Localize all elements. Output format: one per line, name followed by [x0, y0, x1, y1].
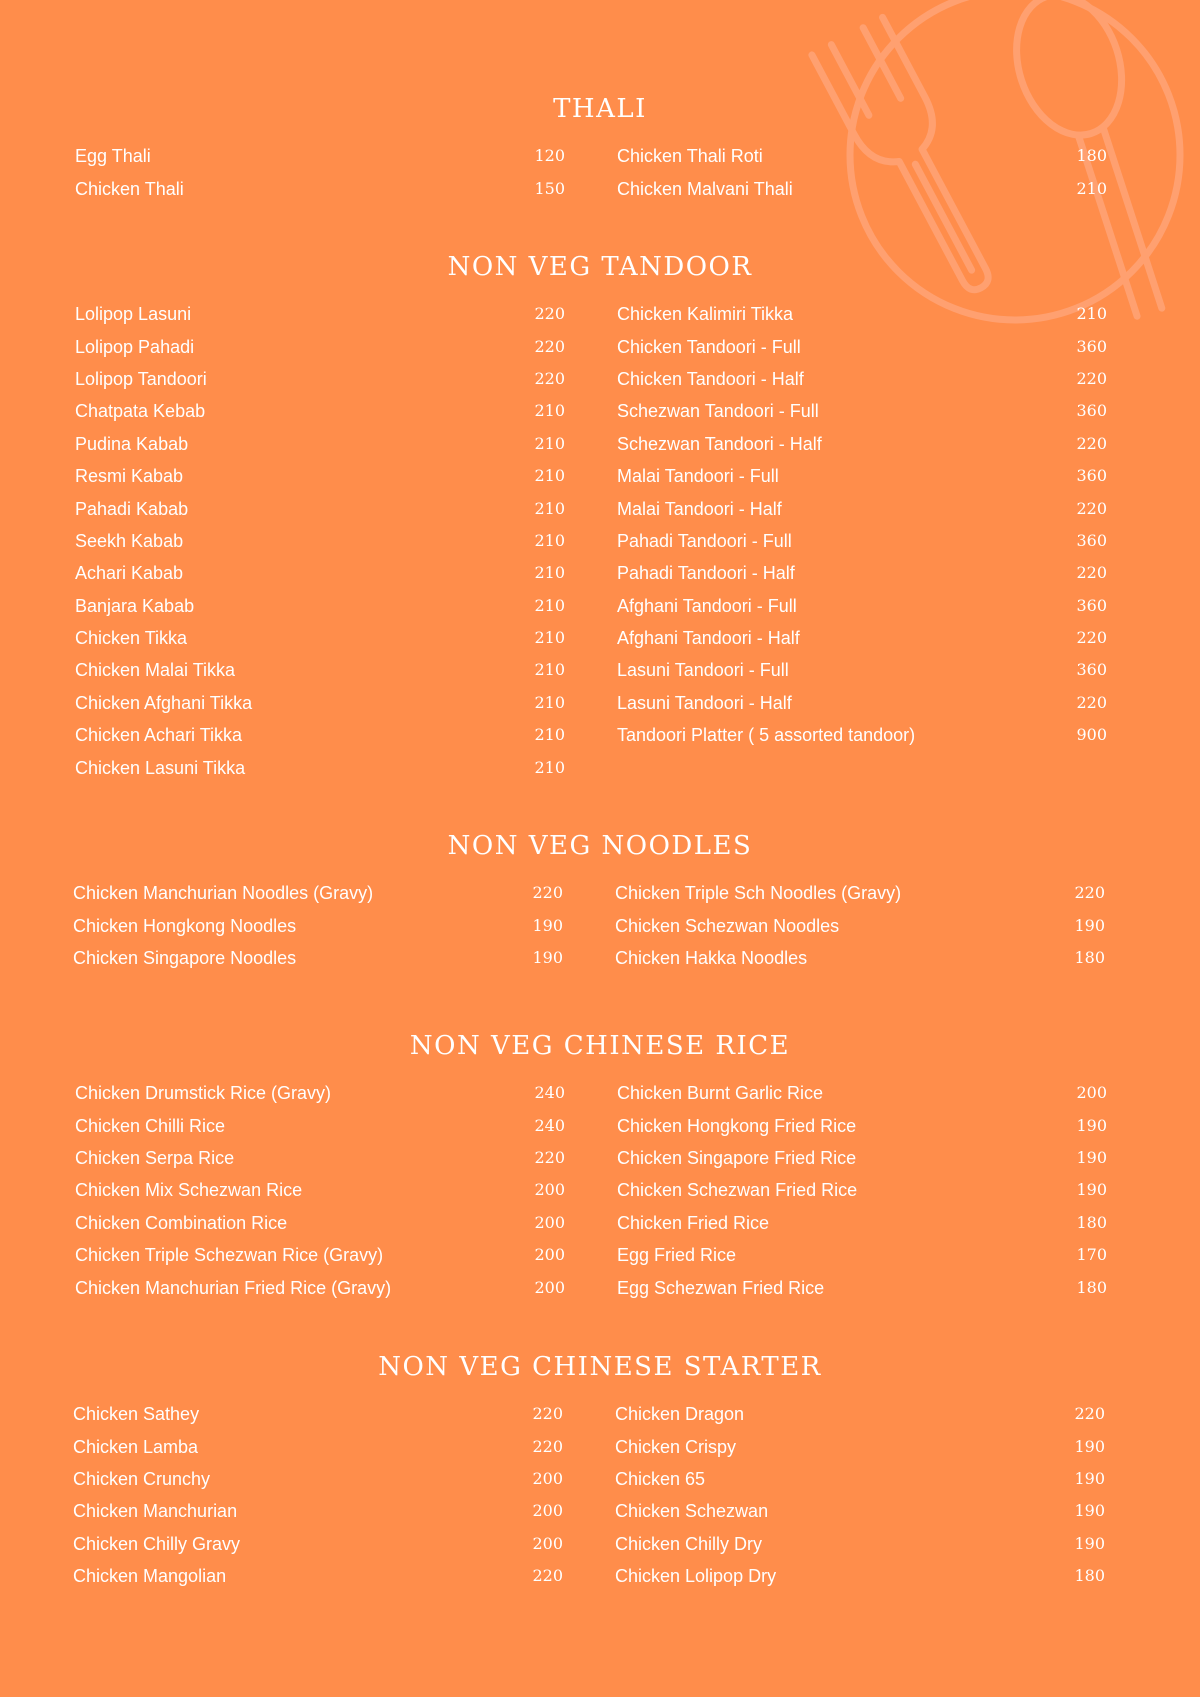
menu-item-price: 360: [1076, 530, 1107, 550]
menu-item-name: Chicken Chilli Rice: [75, 1115, 226, 1136]
menu-item-price: 360: [1076, 336, 1107, 356]
menu-item: [615, 942, 1105, 974]
menu-item: [615, 1463, 1105, 1495]
menu-item-price: 190: [1076, 1180, 1107, 1200]
menu-item: [75, 1142, 565, 1174]
menu-item-price: 190: [1074, 915, 1105, 935]
menu-item: [617, 1271, 1107, 1303]
menu-item-name: Chicken Chilly Gravy: [73, 1533, 241, 1554]
menu-item-price: 180: [1076, 1212, 1107, 1232]
menu-item-price: 220: [1076, 498, 1107, 518]
menu-item-price: 360: [1076, 660, 1107, 680]
menu-item-name: Pahadi Tandoori - Half: [617, 563, 795, 584]
menu-item-name: Chicken Manchurian Fried Rice (Gravy): [75, 1277, 392, 1298]
menu-item-price: 190: [532, 915, 563, 935]
menu-item-name: Chicken Schezwan Fried Rice: [617, 1180, 858, 1201]
menu-item-price: 190: [1076, 1147, 1107, 1167]
menu-item: [73, 1560, 563, 1592]
left-column: [73, 1398, 563, 1592]
menu-item-name: Chicken Fried Rice: [617, 1212, 770, 1233]
menu-item: [617, 687, 1107, 719]
menu-item: [617, 172, 1107, 204]
right-column: [615, 877, 1105, 974]
menu-item: [617, 492, 1107, 524]
menu-item-name: Banjara Kabab: [75, 595, 195, 616]
menu-item-name: Resmi Kabab: [75, 466, 184, 487]
menu-item-price: 220: [534, 368, 565, 388]
menu-item: [75, 1109, 565, 1141]
menu-item: [617, 622, 1107, 654]
menu-item-name: Chicken Triple Sch Noodles (Gravy): [615, 883, 902, 904]
menu-item: [617, 140, 1107, 172]
menu-item: [615, 1560, 1105, 1592]
menu-item-price: 220: [532, 883, 563, 903]
menu-item-name: Chicken Combination Rice: [75, 1212, 288, 1233]
menu-item-price: 120: [534, 146, 565, 166]
menu-item: [617, 719, 1107, 751]
left-column: [75, 140, 565, 205]
menu-item: [73, 1528, 563, 1560]
menu-item: [75, 428, 565, 460]
menu-item-price: 210: [534, 466, 565, 486]
menu-item: [617, 428, 1107, 460]
menu-item: [617, 654, 1107, 686]
menu-item-price: 360: [1076, 466, 1107, 486]
menu-item-price: 220: [1076, 368, 1107, 388]
menu-item: [73, 1398, 563, 1430]
menu-item: [75, 172, 565, 204]
menu-item-price: 220: [534, 336, 565, 356]
menu-item: [617, 395, 1107, 427]
menu-item-price: 220: [1074, 883, 1105, 903]
menu-item: [75, 751, 565, 783]
menu-item-price: 220: [532, 1436, 563, 1456]
menu-item-price: 190: [1076, 1115, 1107, 1135]
menu-item: [75, 492, 565, 524]
menu-item-price: 210: [534, 433, 565, 453]
menu-item-price: 210: [534, 628, 565, 648]
menu-item: [73, 1430, 563, 1462]
menu-item-name: Chicken Mangolian: [73, 1566, 227, 1587]
menu-item-name: Chicken Manchurian: [73, 1501, 238, 1522]
menu-item-price: 210: [534, 725, 565, 745]
menu-item-name: Chicken Drumstick Rice (Gravy): [75, 1083, 332, 1104]
menu-item-name: Chicken Manchurian Noodles (Gravy): [73, 883, 374, 904]
menu-item-price: 180: [1076, 1277, 1107, 1297]
menu-item-name: Chicken Singapore Noodles: [73, 947, 297, 968]
menu-item-name: Chicken Thali Roti: [617, 146, 763, 167]
menu-item-name: Lolipop Pahadi: [75, 336, 195, 357]
menu-item-price: 200: [534, 1180, 565, 1200]
menu-item-name: Pudina Kabab: [75, 433, 189, 454]
menu-item-price: 200: [532, 1501, 563, 1521]
menu-item-name: Schezwan Tandoori - Full: [617, 401, 819, 422]
menu-item-price: 240: [534, 1083, 565, 1103]
menu-item-price: 360: [1076, 595, 1107, 615]
menu-item: [75, 363, 565, 395]
menu-item: [75, 687, 565, 719]
menu-item: [615, 877, 1105, 909]
menu-item-price: 240: [534, 1115, 565, 1135]
menu-item-price: 210: [534, 563, 565, 583]
menu-item: [75, 1239, 565, 1271]
menu-item-price: 200: [532, 1533, 563, 1553]
menu-item: [75, 622, 565, 654]
menu-item-name: Egg Thali: [75, 146, 151, 167]
menu-item-name: Chicken Crispy: [615, 1436, 737, 1457]
menu-item: [75, 1174, 565, 1206]
section-title: NON VEG NOODLES: [447, 831, 753, 861]
menu-item-name: Lolipop Lasuni: [75, 304, 192, 325]
menu-item: [75, 557, 565, 589]
menu-item: [617, 363, 1107, 395]
menu-item-price: 150: [534, 178, 565, 198]
menu-item: [73, 1495, 563, 1527]
menu-item-name: Lasuni Tandoori - Half: [617, 692, 792, 713]
menu-item-price: 220: [532, 1566, 563, 1586]
section-title: NON VEG CHINESE STARTER: [378, 1352, 822, 1382]
menu-item-name: Chicken Lamba: [73, 1436, 199, 1457]
right-column: [617, 298, 1107, 751]
menu-item-name: Chicken Malvani Thali: [617, 178, 793, 199]
left-column: [73, 877, 563, 974]
menu-item: [73, 942, 563, 974]
menu-item: [75, 1077, 565, 1109]
menu-item: [75, 395, 565, 427]
menu-item-price: 180: [1074, 947, 1105, 967]
menu-item-price: 900: [1076, 725, 1107, 745]
menu-item-name: Lasuni Tandoori - Full: [617, 660, 789, 681]
menu-item-price: 190: [532, 947, 563, 967]
menu-item-name: Chicken Singapore Fried Rice: [617, 1147, 857, 1168]
menu-item-price: 200: [534, 1212, 565, 1232]
menu-item: [75, 590, 565, 622]
menu-item: [615, 1430, 1105, 1462]
left-column: [75, 298, 565, 784]
menu-item-name: Chicken Hongkong Fried Rice: [617, 1115, 857, 1136]
menu-item-name: Chicken Lolipop Dry: [615, 1566, 777, 1587]
menu-item: [615, 1398, 1105, 1430]
menu-item-name: Chicken Afghani Tikka: [75, 692, 253, 713]
menu-item: [615, 1528, 1105, 1560]
right-column: [617, 140, 1107, 205]
menu-item: [617, 1207, 1107, 1239]
menu-item-name: Afghani Tandoori - Half: [617, 628, 800, 649]
menu-item-name: Chatpata Kebab: [75, 401, 206, 422]
menu-item-name: Chicken Crunchy: [73, 1468, 211, 1489]
menu-item: [617, 557, 1107, 589]
menu-item: [75, 525, 565, 557]
menu-item-price: 220: [1076, 563, 1107, 583]
menu-item-name: Tandoori Platter ( 5 assorted tandoor): [617, 725, 916, 746]
menu-item: [75, 1207, 565, 1239]
menu-item: [617, 525, 1107, 557]
menu-item-name: Lolipop Tandoori: [75, 368, 207, 389]
menu-item: [73, 877, 563, 909]
menu-item-name: Chicken Kalimiri Tikka: [617, 304, 794, 325]
menu-item-price: 360: [1076, 401, 1107, 421]
menu-item-price: 180: [1074, 1566, 1105, 1586]
right-column: [617, 1077, 1107, 1304]
menu-item: [615, 909, 1105, 941]
menu-item: [617, 330, 1107, 362]
menu-item-price: 220: [1074, 1404, 1105, 1424]
menu-item-name: Chicken Hakka Noodles: [615, 947, 808, 968]
menu-item-price: 200: [532, 1468, 563, 1488]
menu-item-name: Chicken Mix Schezwan Rice: [75, 1180, 303, 1201]
menu-item: [617, 590, 1107, 622]
menu-item-price: 180: [1076, 146, 1107, 166]
menu-item: [75, 460, 565, 492]
menu-item: [75, 654, 565, 686]
menu-item-price: 170: [1076, 1245, 1107, 1265]
menu-item-price: 220: [532, 1404, 563, 1424]
menu-item: [617, 1174, 1107, 1206]
menu-item-price: 210: [1076, 178, 1107, 198]
section-title: NON VEG TANDOOR: [447, 252, 753, 282]
menu-item-name: Achari Kabab: [75, 563, 184, 584]
menu-item-price: 210: [534, 530, 565, 550]
menu-item: [617, 298, 1107, 330]
menu-item: [75, 298, 565, 330]
menu-item-name: Malai Tandoori - Half: [617, 498, 782, 519]
menu-item-price: 190: [1074, 1501, 1105, 1521]
menu-item-name: Chicken 65: [615, 1468, 706, 1489]
menu-item-price: 210: [534, 660, 565, 680]
menu-item-name: Schezwan Tandoori - Half: [617, 433, 822, 454]
menu-item: [617, 1142, 1107, 1174]
menu-item-price: 190: [1074, 1436, 1105, 1456]
menu-item: [75, 719, 565, 751]
menu-item-name: Chicken Hongkong Noodles: [73, 915, 297, 936]
menu-item-price: 200: [1076, 1083, 1107, 1103]
section-title: NON VEG CHINESE RICE: [409, 1031, 791, 1061]
menu-item-price: 190: [1074, 1533, 1105, 1553]
menu-item-name: Chicken Lasuni Tikka: [75, 757, 246, 778]
menu-item-price: 210: [534, 401, 565, 421]
menu-item-name: Chicken Tandoori - Half: [617, 368, 804, 389]
menu-item-price: 220: [1076, 433, 1107, 453]
menu-item-price: 220: [1076, 628, 1107, 648]
menu-item-price: 220: [534, 304, 565, 324]
menu-item-price: 210: [534, 498, 565, 518]
menu-item-name: Pahadi Tandoori - Full: [617, 530, 792, 551]
menu-item-name: Chicken Malai Tikka: [75, 660, 236, 681]
menu-item-name: Malai Tandoori - Full: [617, 466, 779, 487]
menu-item-price: 220: [1076, 692, 1107, 712]
menu-item: [73, 909, 563, 941]
menu-item-price: 210: [534, 757, 565, 777]
menu-item-price: 200: [534, 1245, 565, 1265]
menu-item: [615, 1495, 1105, 1527]
menu-item-name: Egg Fried Rice: [617, 1245, 737, 1266]
right-column: [615, 1398, 1105, 1592]
menu-item-name: Chicken Chilly Dry: [615, 1533, 763, 1554]
menu-item-name: Chicken Dragon: [615, 1404, 745, 1425]
menu-item: [75, 1271, 565, 1303]
menu-item: [617, 460, 1107, 492]
menu-item: [73, 1463, 563, 1495]
section-title: THALI: [553, 94, 647, 124]
menu-item-name: Chicken Thali: [75, 178, 184, 199]
menu-item: [75, 330, 565, 362]
left-column: [75, 1077, 565, 1304]
menu-item-name: Chicken Sathey: [73, 1404, 200, 1425]
menu-item: [75, 140, 565, 172]
menu-item-price: 190: [1074, 1468, 1105, 1488]
menu-item-price: 200: [534, 1277, 565, 1297]
menu-item: [617, 1239, 1107, 1271]
menu-item-price: 210: [534, 595, 565, 615]
menu-item: [617, 1077, 1107, 1109]
menu-item-name: Chicken Schezwan: [615, 1501, 769, 1522]
menu-item: [617, 1109, 1107, 1141]
menu-item-name: Egg Schezwan Fried Rice: [617, 1277, 825, 1298]
menu-item-price: 220: [534, 1147, 565, 1167]
menu-item-name: Chicken Tandoori - Full: [617, 336, 801, 357]
menu-item-name: Chicken Serpa Rice: [75, 1147, 235, 1168]
menu-item-name: Chicken Tikka: [75, 628, 188, 649]
menu-item-name: Chicken Triple Schezwan Rice (Gravy): [75, 1245, 384, 1266]
menu-item-name: Chicken Achari Tikka: [75, 725, 243, 746]
menu-item-name: Afghani Tandoori - Full: [617, 595, 797, 616]
menu-item-name: Chicken Burnt Garlic Rice: [617, 1083, 824, 1104]
menu-item-name: Chicken Schezwan Noodles: [615, 915, 840, 936]
menu-item-name: Seekh Kabab: [75, 530, 184, 551]
menu-item-price: 210: [1076, 304, 1107, 324]
menu-item-name: Pahadi Kabab: [75, 498, 189, 519]
menu-item-price: 210: [534, 692, 565, 712]
